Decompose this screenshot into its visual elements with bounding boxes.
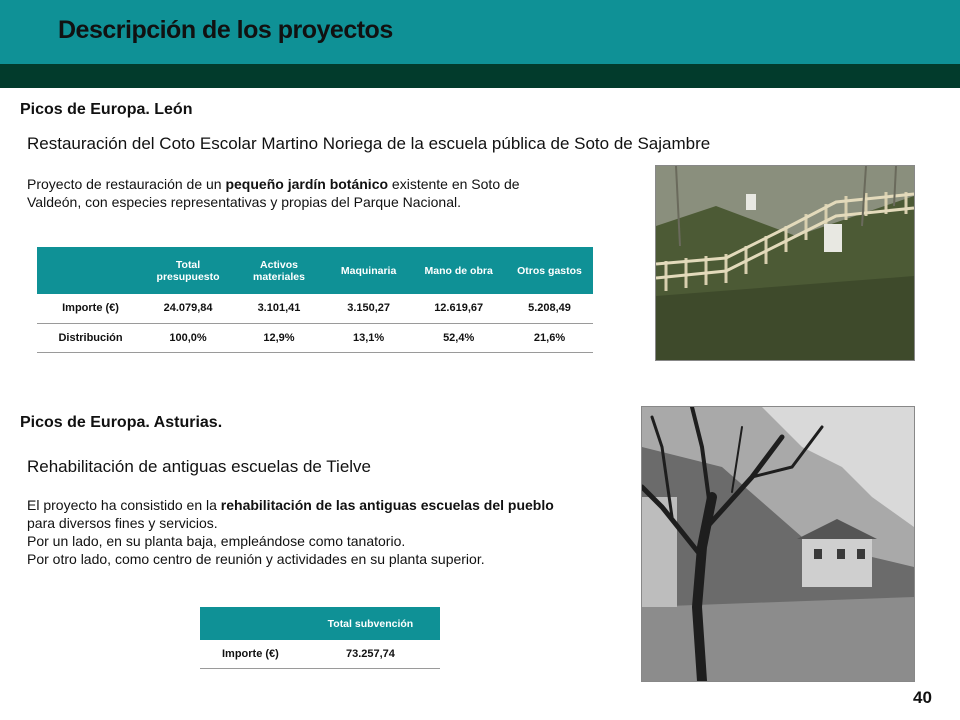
village-photo [641, 406, 915, 682]
table-cell: 100,0% [144, 323, 232, 352]
table-cell: 3.101,41 [232, 294, 326, 323]
page-number: 40 [913, 688, 932, 707]
section1-cost-table [37, 247, 593, 353]
table-cell: 3.150,27 [326, 294, 411, 323]
table-header-cell: Mano de obra [411, 247, 506, 294]
table-row [200, 640, 440, 668]
garden-photo-image [656, 166, 914, 360]
table-cell: 5.208,49 [506, 294, 593, 323]
garden-photo [655, 165, 915, 361]
table-header-row [200, 607, 440, 640]
table-header-cell: Maquinaria [326, 247, 411, 294]
table-cell: Distribución [37, 323, 144, 352]
section1-subtitle: Restauración del Coto Escolar Martino Noriega de la escuela pública de Soto de Sajambre [27, 134, 711, 153]
section1-heading: Picos de Europa. León [20, 101, 193, 118]
section2-subsidy-table [200, 607, 440, 669]
table-cell: Importe (€) [200, 640, 301, 668]
table-header-cell [200, 607, 301, 640]
village-photo-image [642, 407, 914, 681]
table-cell: 12,9% [232, 323, 326, 352]
table-cell: 21,6% [506, 323, 593, 352]
table-header-cell: Activos materiales [232, 247, 326, 294]
table-cell: 12.619,67 [411, 294, 506, 323]
table-cell: 52,4% [411, 323, 506, 352]
table-header-cell: Total subvención [301, 607, 440, 640]
table-cell: 13,1% [326, 323, 411, 352]
section2-paragraph: El proyecto ha consistido en la rehabilitación de las antiguas escuelas del pueblo para diversos fines y servicios. Por un lado, en su planta baja, empleándose como tanatorio. Por otro lado, como centro de reunión y actividades en su planta superior. [27, 497, 554, 567]
table-row [37, 294, 593, 323]
header-dark-stripe [0, 64, 960, 88]
section1-paragraph: Proyecto de restauración de un pequeño jardín botánico existente en Soto de Valdeón, con especies representativas y propias del Parque Nacional. [27, 176, 520, 210]
section2-heading: Picos de Europa. Asturias. [20, 414, 223, 431]
table-header-cell: Otros gastos [506, 247, 593, 294]
table-header-cell [37, 247, 144, 294]
table-cell: 73.257,74 [301, 640, 440, 668]
table-cell: Importe (€) [37, 294, 144, 323]
table-row [37, 323, 593, 352]
table-header-cell: Total presupuesto [144, 247, 232, 294]
table-cell: 24.079,84 [144, 294, 232, 323]
table-header-row [37, 247, 593, 294]
section2-subtitle: Rehabilitación de antiguas escuelas de Tielve [27, 457, 372, 476]
page-title: Descripción de los proyectos [58, 16, 393, 44]
